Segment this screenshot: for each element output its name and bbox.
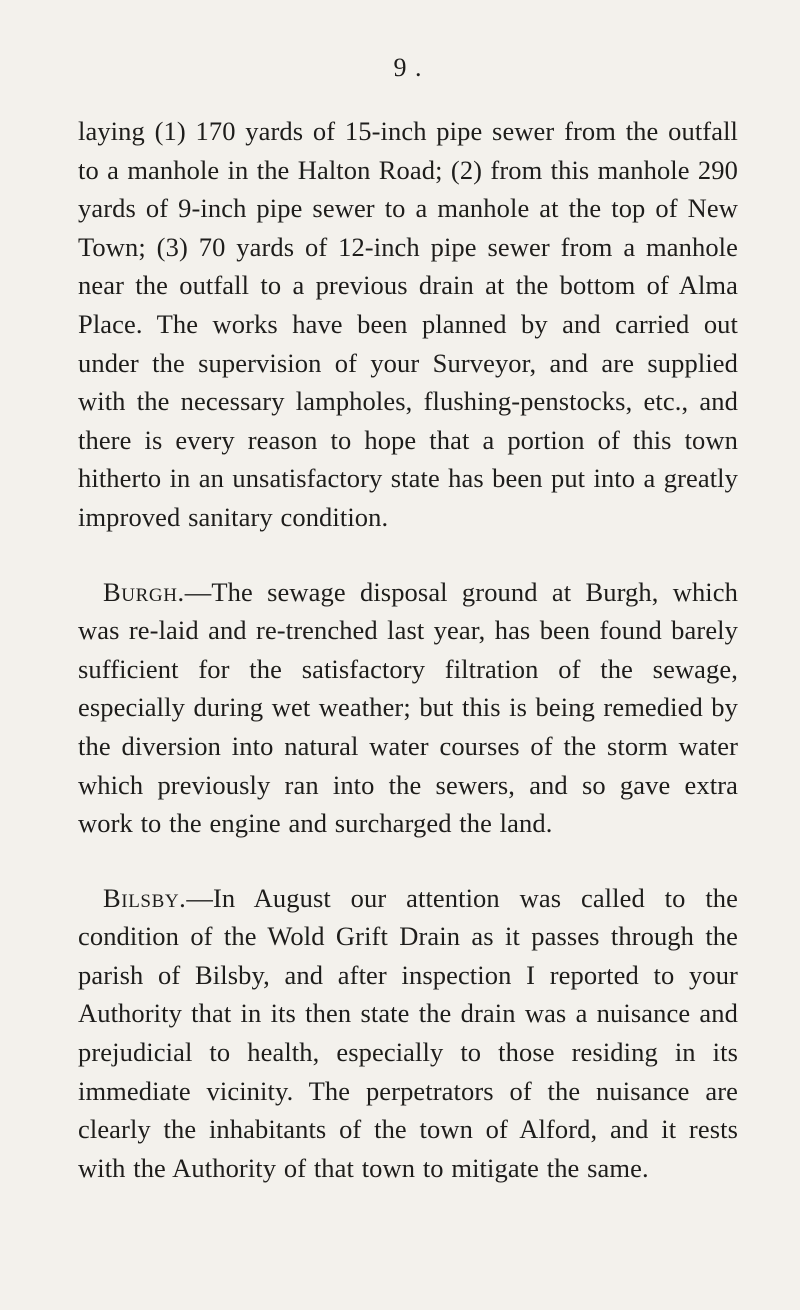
paragraph-halton-road (78, 112, 738, 537)
paragraph-burgh (78, 573, 738, 843)
paragraph-text: —In August our attention was called to the condition of the Wold Grift Drain as it passes through the parish of Bilsby, and after inspection I reported to your Authority that in its then state the drain was a nuisance and prejudicial to health, especially to those residing in its immediate vicinity. The perpetrators of the nuisance are clearly the inhabitants of the town of Alford, and it rests with the Authority of that town to mitigate the same. (78, 882, 738, 1183)
section-heading-bilsby: Bilsby. (103, 882, 187, 913)
page-number: 9 . (393, 53, 423, 82)
section-heading-burgh: Burgh. (103, 576, 185, 607)
paragraph-text: laying (1) 170 yards of 15-inch pipe sewer from the outfall to a manhole in the Halton Road; (2) from this manhole 290 yards of 9-inch pipe sewer to a manhole at the top of New Town; (3) 70 yards of 12-inch pipe sewer from a manhole near the outfall to a previous drain at the bottom of Alma Place. The works have been planned by and carried out under the supervision of your Surveyor, and are supplied with the necessary lampholes, flushing-penstocks, etc., and there is every reason to hope that a portion of this town hitherto in an unsatisfactory state has been put into a greatly improved sanitary condition. (78, 116, 738, 532)
paragraph-text: —The sewage disposal ground at Burgh, which was re-laid and re-trenched last year, has been found barely sufficient for the satisfactory filtration of the sewage, especially during wet weather; but this is being remedied by the diversion into natural water courses of the storm water which previously ran into the sewers, and so gave extra work to the engine and surcharged the land. (78, 576, 738, 839)
paragraph-bilsby (78, 879, 738, 1188)
